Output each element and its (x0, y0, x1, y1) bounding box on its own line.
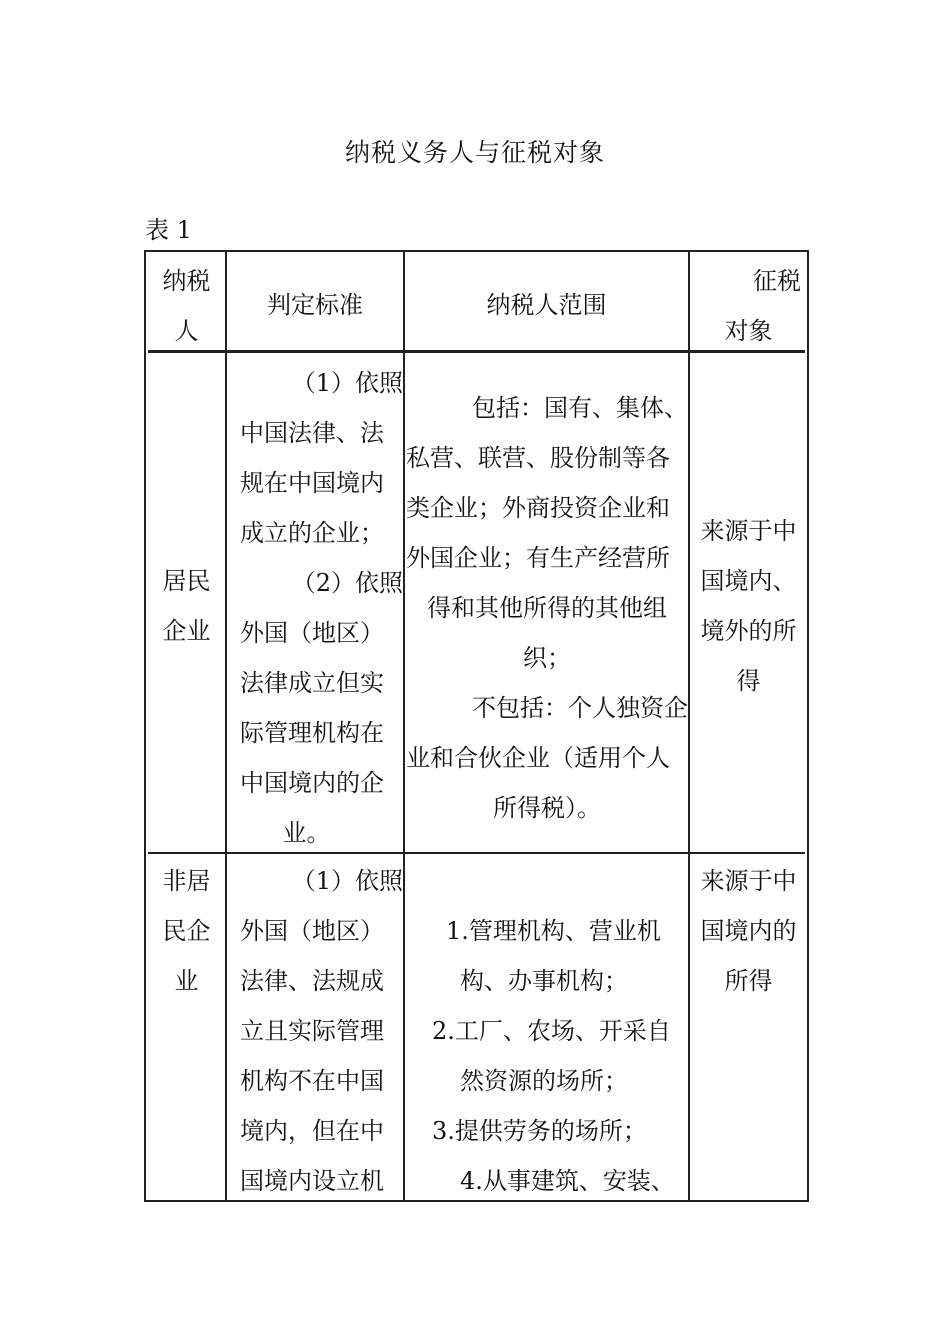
cell-line: 中国境内的企 (240, 769, 384, 797)
row-resident-object (690, 506, 807, 706)
cell-line: 境内，但在中 (240, 1117, 384, 1145)
cell-line: 2.工厂、农场、开采自 (432, 1017, 671, 1045)
cell-line: 包括：国有、集体、 (472, 394, 688, 422)
row-nonresident-object (690, 856, 807, 1006)
header-object-line: 对象 (724, 317, 773, 345)
cell-line: 得和其他所得的其他组 (427, 594, 667, 622)
cell-line: 民企 (162, 917, 211, 945)
cell-line: 私营、联营、股份制等各 (406, 444, 670, 472)
document-title: 纳税义务人与征税对象 (344, 138, 605, 167)
cell-line: 3.提供劳务的场所； (432, 1117, 647, 1145)
cell-line: 所得 (724, 967, 773, 995)
header-taxpayer-line: 人 (174, 317, 199, 345)
cell-line: 外国（地区） (240, 917, 384, 945)
cell-line: 成立的企业； (240, 519, 384, 547)
header-criteria: 判定标准 (267, 291, 363, 319)
cell-line: 不包括：个人独资企 (472, 694, 688, 722)
cell-line: 1.管理机构、营业机 (446, 917, 661, 945)
cell-line: 居民 (162, 567, 211, 595)
cell-line: 业和合伙企业（适用个人 (406, 744, 670, 772)
header-object (690, 256, 807, 356)
cell-line: 构、办事机构； (460, 967, 628, 995)
cell-line: （1）依照 (291, 867, 403, 895)
cell-line: 织； (523, 644, 571, 672)
cell-line: 得 (736, 667, 761, 695)
cell-line: 立且实际管理 (240, 1017, 384, 1045)
cell-line: 所得税）。 (493, 794, 601, 822)
cell-line: 法律成立但实 (240, 669, 384, 697)
cell-line: 国境内、 (700, 567, 797, 595)
header-object-line: 征税 (753, 267, 801, 295)
cell-line: 机构不在中国 (240, 1067, 384, 1095)
cell-line: 法律、法规成 (240, 967, 384, 995)
row-nonresident-scope (432, 906, 688, 1206)
cell-line: 业。 (282, 819, 331, 847)
cell-line: 外国企业；有生产经营所 (406, 544, 670, 572)
cell-line: 际管理机构在 (240, 719, 384, 747)
cell-line: 类企业；外商投资企业和 (406, 494, 670, 522)
cell-line: 非居 (162, 867, 211, 895)
col-divider-1 (225, 252, 227, 1200)
cell-line: 规在中国境内 (240, 469, 384, 497)
tax-table (144, 250, 809, 1202)
header-taxpayer-line: 纳税 (162, 267, 211, 295)
row-nonresident-criteria (240, 856, 403, 1206)
row-resident-criteria (240, 358, 403, 858)
cell-line: 国境内设立机 (240, 1167, 384, 1195)
row-resident-taxpayer (148, 556, 225, 656)
cell-line: 4.从事建筑、安装、 (460, 1167, 675, 1195)
col-divider-2 (403, 252, 405, 1200)
row-nonresident-taxpayer (148, 856, 225, 1006)
cell-line: 来源于中 (700, 867, 797, 895)
cell-line: 业 (174, 967, 199, 995)
cell-line: 国境内的 (700, 917, 797, 945)
header-scope: 纳税人范围 (486, 291, 607, 319)
cell-line: （2）依照 (291, 569, 403, 597)
cell-line: 外国（地区） (240, 619, 384, 647)
cell-line: 然资源的场所； (460, 1067, 628, 1095)
cell-line: 来源于中 (700, 517, 797, 545)
cell-line: 境外的所 (700, 617, 797, 645)
header-taxpayer (148, 256, 225, 356)
row-resident-scope (406, 383, 688, 833)
cell-line: （1）依照 (291, 369, 403, 397)
cell-line: 中国法律、法 (240, 419, 384, 447)
cell-line: 企业 (162, 617, 211, 645)
col-divider-3 (688, 252, 690, 1200)
table-caption: 表 1 (145, 216, 192, 244)
